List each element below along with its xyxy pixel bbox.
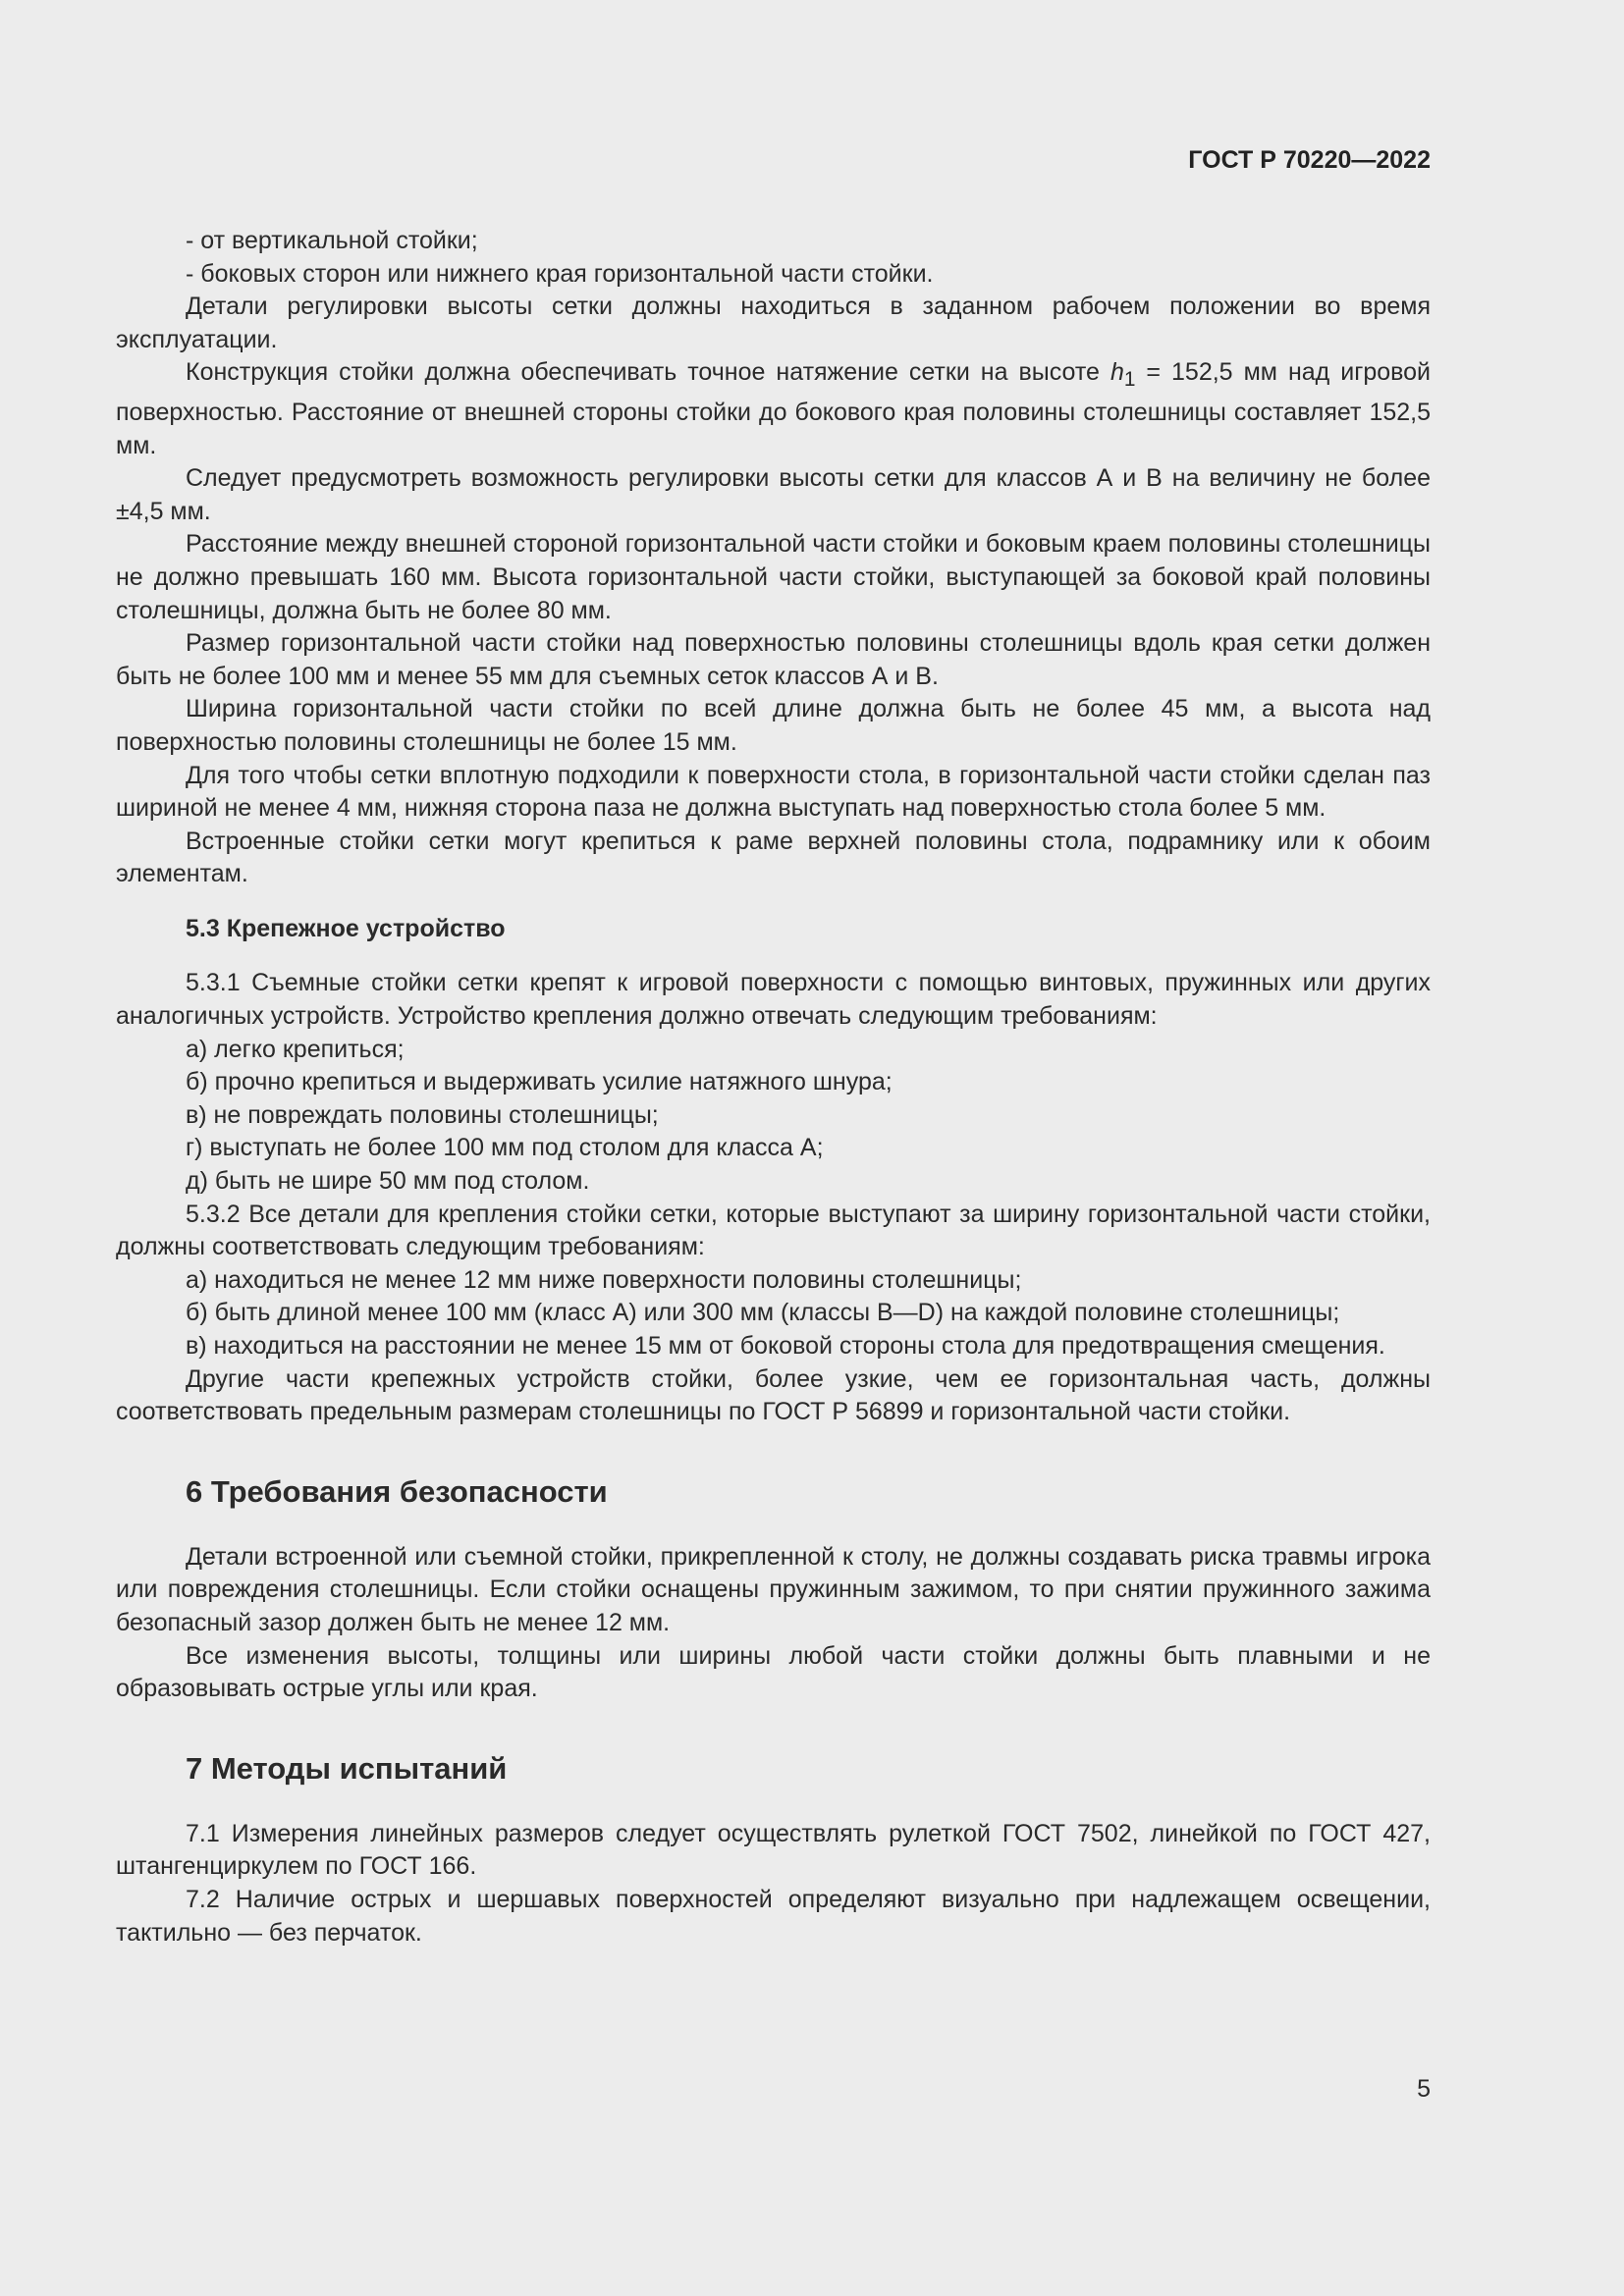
paragraph: в) находиться на расстоянии не менее 15 мм от боковой стороны стола для предотвращения смещения. bbox=[186, 1332, 1385, 1360]
paragraph: 7.1 Измерения линейных размеров следует осуществлять рулеткой ГОСТ 7502, линейкой по ГОСТ 427, штангенциркулем по ГОСТ 166. bbox=[116, 1819, 1431, 1881]
paragraph: Расстояние между внешней стороной горизонтальной части стойки и боковым краем половины столешницы не должно превышать 160 мм. Высота горизонтальной части стойки, выступающей за боковой край половины столешницы, должна быть не более 80 мм. bbox=[116, 530, 1431, 624]
paragraph: Детали регулировки высоты сетки должны находиться в заданном рабочем положении во время эксплуатации. bbox=[116, 293, 1431, 353]
paragraph: б) быть длиной менее 100 мм (класс А) или 300 мм (классы В—D) на каждой половине столешницы; bbox=[186, 1299, 1340, 1327]
paragraph: 5.3.1 Съемные стойки сетки крепят к игровой поверхности с помощью винтовых, пружинных или других аналогичных устройств. Устройство крепления должно отвечать следующим требованиям: bbox=[116, 969, 1431, 1031]
document-header: ГОСТ Р 70220—2022 bbox=[1188, 146, 1431, 174]
list-item: д) быть не шире 50 мм под столом. bbox=[186, 1167, 590, 1196]
subsection-heading: 5.3 Крепежное устройство bbox=[186, 914, 506, 942]
paragraph: Детали встроенной или съемной стойки, прикрепленной к столу, не должны создавать риска травмы игрока или повреждения столешницы. Если стойки оснащены пружинным зажимом, то при снятии пружинного зажима безопасный зазор должен быть не менее 12 мм. bbox=[116, 1542, 1431, 1636]
paragraph: а) находиться не менее 12 мм ниже поверхности половины столешницы; bbox=[186, 1265, 1022, 1294]
list-item: - от вертикальной стойки; bbox=[186, 227, 478, 254]
paragraph: 7.2 Наличие острых и шершавых поверхностей определяют визуально при надлежащем освещении, тактильно — без перчаток. bbox=[116, 1885, 1431, 1947]
list-item: а) легко крепиться; bbox=[186, 1035, 405, 1063]
paragraph: Ширина горизонтальной части стойки по всей длине должна быть не более 45 мм, а высота над поверхностью половины столешницы не более 15 мм. bbox=[116, 695, 1431, 756]
paragraph: Для того чтобы сетки вплотную подходили к поверхности стола, в горизонтальной части стойки сделан паз шириной не менее 4 мм, нижняя сторона паза не должна выступать над поверхностью стола более 5 мм. bbox=[116, 761, 1431, 823]
paragraph: Размер горизонтальной части стойки над поверхностью половины столешницы вдоль края сетки должен быть не более 100 мм и менее 55 мм для съемных сеток классов А и В. bbox=[116, 629, 1431, 690]
list-item: - боковых сторон или нижнего края горизонтальной части стойки. bbox=[186, 259, 934, 288]
paragraph: Конструкция стойки должна обеспечивать точное натяжение сетки на высоте $h_1 = 152,5$ мм над игровой поверхностью. Расстояние от внешней стороны стойки до бокового края половины столешницы составляет 152,5 мм. bbox=[116, 358, 1431, 459]
list-item: г) выступать не более 100 мм под столом для класса А; bbox=[186, 1134, 824, 1162]
paragraph: Все изменения высоты, толщины или ширины любой части стойки должны быть плавными и не образовывать острые углы или края. bbox=[116, 1641, 1431, 1703]
section-heading: 7 Методы испытаний bbox=[186, 1750, 508, 1786]
section-heading: 6 Требования безопасности bbox=[186, 1473, 608, 1509]
document-body bbox=[116, 225, 1431, 1949]
paragraph: Следует предусмотреть возможность регулировки высоты сетки для классов А и В на величину не более ±4,5 мм. bbox=[116, 464, 1431, 525]
paragraph: Встроенные стойки сетки могут крепиться к раме верхней половины стола, подрамнику или к обоим элементам. bbox=[116, 827, 1431, 888]
page-number: 5 bbox=[1417, 2075, 1431, 2103]
paragraph: Другие части крепежных устройств стойки, более узкие, чем ее горизонтальная часть, должны соответствовать предельным размерам столешницы по ГОСТ Р 56899 и горизонтальной части стойки. bbox=[116, 1364, 1431, 1426]
paragraph: 5.3.2 Все детали для крепления стойки сетки, которые выступают за ширину горизонтальной части стойки, должны соответствовать следующим требованиям: bbox=[116, 1200, 1431, 1261]
list-item: в) не повреждать половины столешницы; bbox=[186, 1100, 659, 1129]
list-item: б) прочно крепиться и выдерживать усилие натяжного шнура; bbox=[186, 1068, 893, 1096]
